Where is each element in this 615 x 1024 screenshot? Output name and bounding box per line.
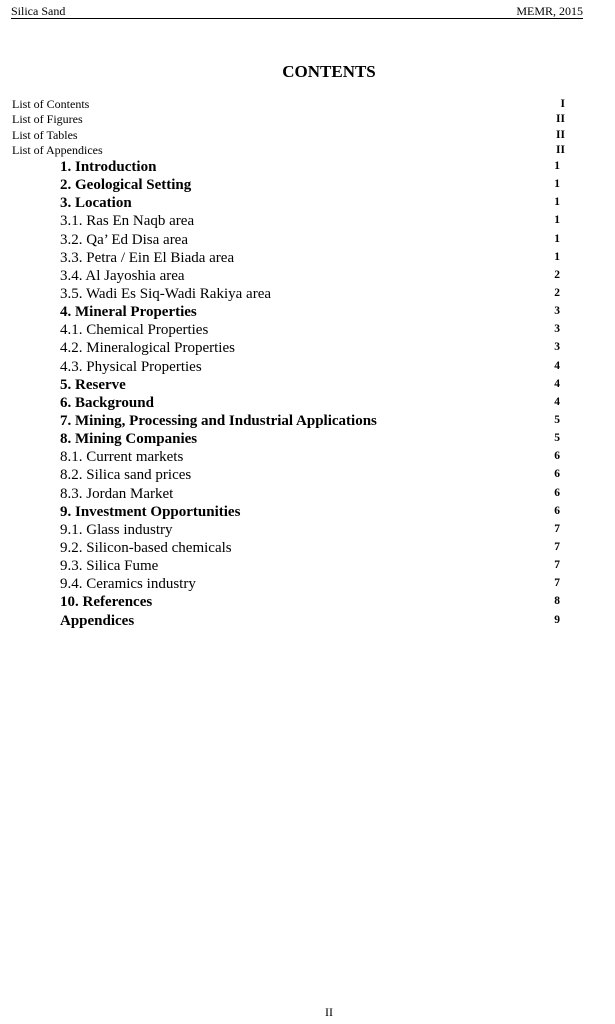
toc-entry (60, 321, 560, 339)
entry-label: List of Appendices (12, 142, 103, 157)
toc-entry (60, 412, 560, 430)
entry-label: 6. Background (60, 394, 154, 411)
page-number: II (325, 1005, 333, 1019)
toc-entry (60, 485, 560, 503)
entry-page-number: 4 (554, 377, 560, 390)
entry-page-number: II (556, 113, 565, 126)
front-matter-list (12, 97, 565, 158)
entry-page-number: 6 (554, 468, 560, 481)
entry-label: 8.2. Silica sand prices (60, 467, 192, 484)
toc-entry (60, 593, 560, 611)
entry-page-number: 1 (554, 178, 560, 191)
entry-page-number: II (556, 128, 565, 141)
contents-title: CONTENTS (282, 62, 376, 81)
entry-label: 3.5. Wadi Es Siq-Wadi Rakiya area (60, 285, 272, 302)
entry-page-number: 7 (554, 577, 560, 590)
toc-entry (60, 557, 560, 575)
entry-page-number: 4 (554, 395, 560, 408)
toc-entry (60, 249, 560, 267)
toc-entry (60, 267, 560, 285)
entry-label: 9.2. Silicon-based chemicals (60, 539, 232, 556)
entry-label: 8.1. Current markets (60, 449, 184, 466)
front-matter-entry (12, 128, 565, 143)
toc-entry (60, 575, 560, 593)
entry-page-number: 7 (554, 559, 560, 572)
header-publisher-year: MEMR, 2015 (516, 4, 583, 18)
entry-label: 9.4. Ceramics industry (60, 576, 196, 593)
entry-label: List of Contents (12, 97, 90, 111)
entry-page-number: 5 (554, 413, 560, 426)
entry-page-number: 9 (554, 613, 560, 626)
entry-label: 9.1. Glass industry (60, 521, 173, 538)
toc-entry (60, 430, 560, 448)
toc-entry (60, 394, 560, 412)
toc-entry (60, 158, 560, 176)
entry-page-number: 1 (554, 196, 560, 209)
entry-label: 3.2. Qa’ Ed Disa area (60, 231, 188, 248)
toc-entry (60, 303, 560, 321)
entry-page-number: 1 (554, 160, 560, 172)
entry-label: 1. Introduction (60, 159, 157, 175)
entry-label: 2. Geological Setting (60, 177, 192, 194)
entry-page-number: 6 (554, 504, 560, 517)
entry-page-number: 5 (554, 432, 560, 445)
toc-list (60, 158, 560, 630)
entry-page-number: 2 (554, 286, 560, 299)
entry-page-number: 4 (554, 359, 560, 372)
toc-entry (60, 358, 560, 376)
entry-label: 3.1. Ras En Naqb area (60, 213, 195, 230)
toc-entry (60, 503, 560, 521)
entry-label: 8.3. Jordan Market (60, 485, 174, 502)
entry-label: 9. Investment Opportunities (60, 503, 241, 520)
toc-entry (60, 339, 560, 357)
entry-page-number: 8 (554, 595, 560, 608)
entry-label: 8. Mining Companies (60, 431, 198, 448)
toc-entry (60, 231, 560, 249)
front-matter-entry (12, 112, 565, 127)
entry-page-number: 6 (554, 486, 560, 499)
toc-entry (60, 521, 560, 539)
entry-page-number: 2 (554, 268, 560, 281)
entry-page-number: 1 (554, 232, 560, 245)
toc-entry (60, 612, 560, 630)
entry-label: 4. Mineral Properties (60, 304, 197, 321)
entry-page-number: 1 (554, 214, 560, 227)
entry-page-number: 3 (554, 341, 560, 354)
toc-entry (60, 176, 560, 194)
front-matter-entry (12, 97, 565, 112)
toc-entry (60, 448, 560, 466)
entry-label: 4.2. Mineralogical Properties (60, 340, 235, 357)
entry-label: 10. References (60, 594, 153, 611)
toc-entry (60, 212, 560, 230)
page-header (11, 4, 583, 19)
front-matter-entry (12, 143, 565, 158)
toc-entry (60, 376, 560, 394)
entry-page-number: 1 (554, 250, 560, 263)
entry-label: 4.3. Physical Properties (60, 358, 202, 375)
entry-label: 9.3. Silica Fume (60, 558, 159, 575)
entry-page-number: I (560, 98, 565, 110)
toc-entry (60, 194, 560, 212)
entry-label: 3.3. Petra / Ein El Biada area (60, 249, 235, 266)
entry-page-number: II (556, 143, 565, 156)
entry-label: List of Tables (12, 127, 78, 142)
entry-label: 5. Reserve (60, 376, 126, 393)
entry-label: 3. Location (60, 195, 132, 212)
entry-page-number: 3 (554, 323, 560, 336)
entry-label: 3.4. Al Jayoshia area (60, 267, 185, 284)
toc-entry (60, 539, 560, 557)
entry-page-number: 7 (554, 540, 560, 553)
entry-label: List of Figures (12, 112, 83, 127)
entry-page-number: 3 (554, 305, 560, 318)
entry-page-number: 6 (554, 450, 560, 463)
header-document-title: Silica Sand (11, 4, 66, 18)
toc-entry (60, 466, 560, 484)
entry-page-number: 7 (554, 522, 560, 535)
entry-label: 7. Mining, Processing and Industrial Applications (60, 412, 377, 429)
entry-label: Appendices (60, 612, 135, 629)
toc-entry (60, 285, 560, 303)
entry-label: 4.1. Chemical Properties (60, 322, 209, 339)
